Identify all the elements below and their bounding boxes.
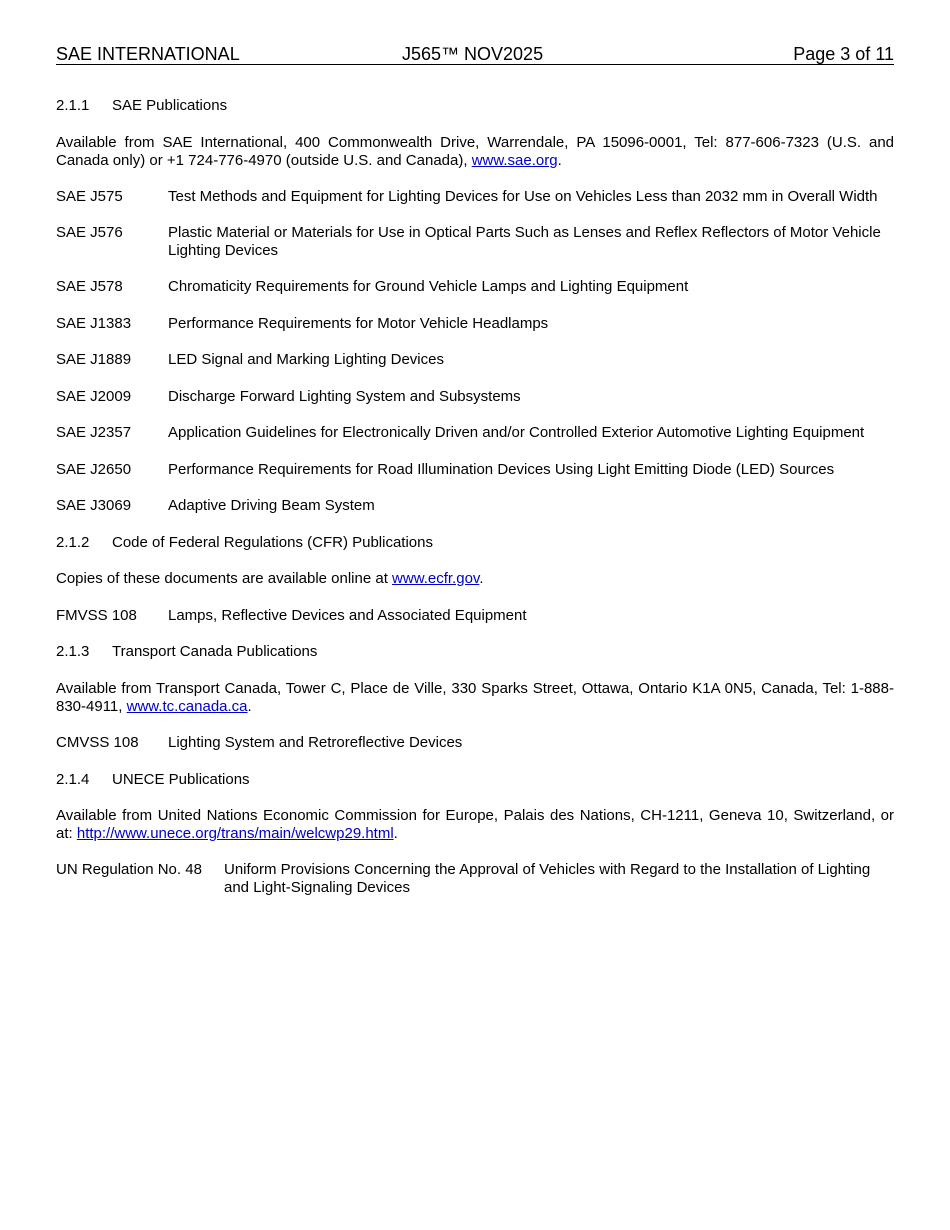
reference-item — [56, 315, 894, 333]
intro-end: . — [393, 825, 398, 842]
reference-title: Lighting System and Retroreflective Devices — [168, 734, 463, 751]
section-number: 2.1.4 — [56, 771, 90, 788]
header-org: SAE INTERNATIONAL — [56, 44, 240, 64]
tc-canada-link[interactable]: www.tc.canada.ca — [126, 698, 248, 715]
header-page-number: Page 3 of 11 — [793, 44, 894, 64]
reference-title: Chromaticity Requirements for Ground Vehicle Lamps and Lighting Equipment — [168, 278, 689, 295]
section-heading-2-1-4 — [56, 771, 894, 789]
reference-title: Performance Requirements for Road Illumination Devices Using Light Emitting Diode (LED) Sources — [168, 461, 835, 478]
reference-code: SAE J576 — [56, 224, 123, 241]
reference-item — [56, 734, 894, 752]
reference-item — [56, 424, 894, 442]
intro-end: . — [557, 152, 562, 169]
reference-item — [56, 607, 894, 625]
section-intro-2-1-3 — [56, 680, 894, 716]
section-number: 2.1.3 — [56, 643, 90, 660]
intro-text: Copies of these documents are available online at — [56, 570, 393, 587]
reference-code: FMVSS 108 — [56, 607, 137, 624]
reference-title: Performance Requirements for Motor Vehicle Headlamps — [168, 315, 549, 332]
reference-item — [56, 351, 894, 369]
reference-code: SAE J2009 — [56, 388, 132, 405]
section-number: 2.1.2 — [56, 534, 90, 551]
reference-code: SAE J3069 — [56, 497, 132, 514]
reference-title: Test Methods and Equipment for Lighting Devices for Use on Vehicles Less than 2032 mm in Overall Width — [168, 188, 878, 205]
reference-code: UN Regulation No. 48 — [56, 861, 202, 878]
reference-item — [56, 388, 894, 406]
reference-title: LED Signal and Marking Lighting Devices — [168, 351, 444, 368]
reference-code: SAE J1383 — [56, 315, 132, 332]
page-header — [56, 44, 894, 65]
section-heading-2-1-1 — [56, 97, 894, 115]
reference-title: Uniform Provisions Concerning the Approval of Vehicles with Regard to the Installation of Lighting and Light-Signaling Devices — [224, 861, 871, 896]
section-intro-2-1-2 — [56, 570, 894, 588]
reference-code: SAE J575 — [56, 188, 123, 205]
reference-code: SAE J578 — [56, 278, 123, 295]
ecfr-link[interactable]: www.ecfr.gov — [392, 570, 480, 587]
section-intro-2-1-4 — [56, 807, 894, 843]
unece-link[interactable]: http://www.unece.org/trans/main/welcwp29.html — [76, 825, 394, 842]
section-heading-2-1-3 — [56, 643, 894, 661]
section-heading-2-1-2 — [56, 534, 894, 552]
section-number: 2.1.1 — [56, 97, 90, 114]
reference-item — [56, 461, 894, 479]
intro-text: Available from SAE International, 400 Commonwealth Drive, Warrendale, PA 15096-0001, Tel: 877-606-7323 (U.S. and Canada only) or +1 724-776-4970 (outside U.S. and Canada), — [56, 134, 894, 169]
sae-link[interactable]: www.sae.org — [471, 152, 558, 169]
reference-code: CMVSS 108 — [56, 734, 139, 751]
intro-end: . — [247, 698, 252, 715]
section-title: SAE Publications — [112, 97, 228, 114]
intro-text: Available from United Nations Economic Commission for Europe, Palais des Nations, CH-1211, Geneva 10, Switzerland, or at: — [56, 807, 894, 842]
reference-title: Application Guidelines for Electronically Driven and/or Controlled Exterior Automotive Lighting Equipment — [168, 424, 865, 441]
reference-item — [56, 497, 894, 515]
reference-item — [56, 224, 894, 260]
reference-title: Lamps, Reflective Devices and Associated Equipment — [168, 607, 527, 624]
reference-code: SAE J2650 — [56, 461, 132, 478]
reference-item — [56, 861, 894, 897]
reference-item — [56, 188, 894, 206]
section-title: Code of Federal Regulations (CFR) Publications — [112, 534, 433, 551]
intro-end: . — [479, 570, 484, 587]
header-doc-id: J565™ NOV2025 — [402, 44, 544, 64]
reference-title: Discharge Forward Lighting System and Subsystems — [168, 388, 521, 405]
reference-code: SAE J2357 — [56, 424, 132, 441]
reference-title: Adaptive Driving Beam System — [168, 497, 375, 514]
reference-code: SAE J1889 — [56, 351, 132, 368]
section-title: Transport Canada Publications — [112, 643, 318, 660]
section-intro-2-1-1 — [56, 134, 894, 170]
reference-item — [56, 278, 894, 296]
reference-title: Plastic Material or Materials for Use in Optical Parts Such as Lenses and Reflex Reflectors of Motor Vehicle Lighting Devices — [168, 224, 881, 259]
intro-text: Available from Transport Canada, Tower C, Place de Ville, 330 Sparks Street, Ottawa, Ontario K1A 0N5, Canada, Tel: 1-888-830-4911, — [56, 680, 894, 715]
section-title: UNECE Publications — [112, 771, 250, 788]
